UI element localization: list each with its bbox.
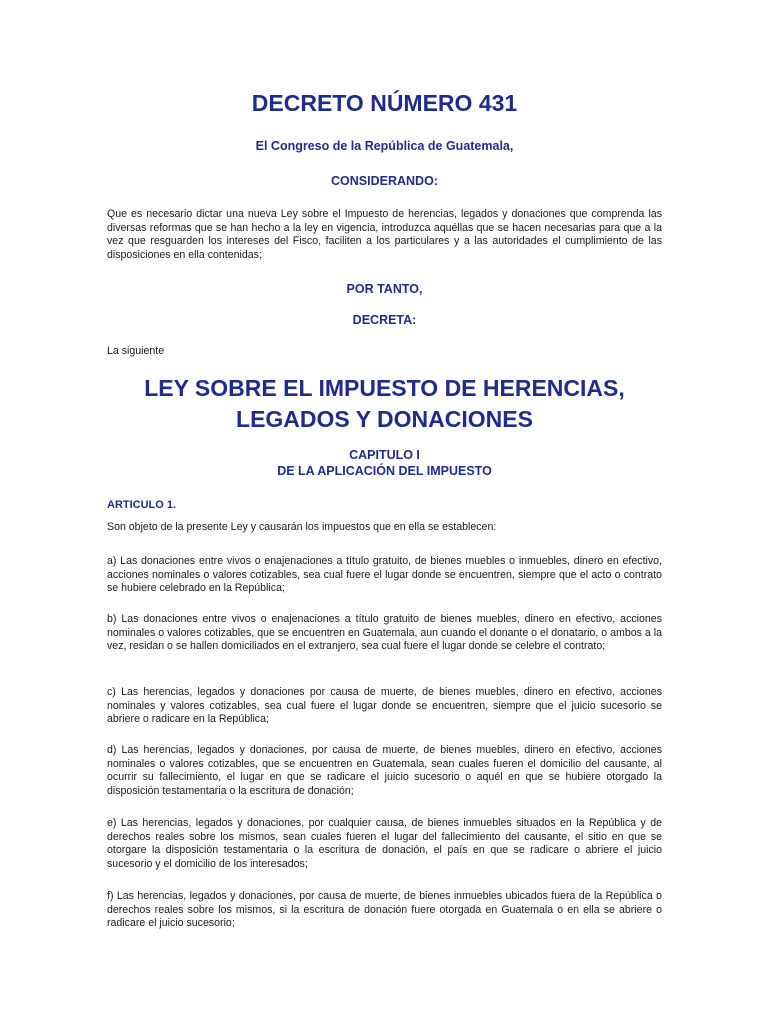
law-title <box>107 373 662 435</box>
decree-title: DECRETO NÚMERO 431 <box>251 90 518 116</box>
clause-e: e) Las herencias, legados y donaciones, por cualquier causa, de bienes inmuebles situados en la República y de derechos reales sobre los mismos, sean cuales fueren el lugar del fallecimiento del causante, el sitio en que se otorgare la disposición testamentaria o la escritura de donación, el país en que se radicare o abriere el juicio sucesorio y el domicilio de los interesados; <box>107 817 662 870</box>
issuer-line: El Congreso de la República de Guatemala, <box>255 139 514 153</box>
law-title-line-2: LEGADOS Y DONACIONES <box>236 406 533 432</box>
considerando-paragraph: Que es necesario dictar una nueva Ley sobre el Impuesto de herencias, legados y donaciones que comprenda las diversas reformas que se han hecho a la ley en vigencia, introduzca aquéllas que se hacen necesarias para que a la vez que resguarden los intereses del Fisco, faciliten a los particulares y a las autoridades el cumplimiento de las disposiciones en ella contenidas; <box>107 208 662 261</box>
chapter-heading <box>107 447 662 479</box>
chapter-title: DE LA APLICACIÓN DEL IMPUESTO <box>277 464 492 478</box>
clause-f: f) Las herencias, legados y donaciones, por causa de muerte, de bienes inmuebles ubicados fuera de la República o derechos reales sobre los mismos, si la escritura de donación fuere otorgada en Guatemala o en ella se abriere o radicare el juicio sucesorio; <box>107 890 662 929</box>
por-tanto-heading: POR TANTO, <box>346 282 423 296</box>
clause-c: c) Las herencias, legados y donaciones por causa de muerte, de bienes muebles, dinero en efectivo, acciones nominales y valores cotizables, sea cual fuere el lugar donde se encuentren, siempre que el juicio sucesorio se abriere o radicare en la República; <box>107 686 662 725</box>
decreta-heading: DECRETA: <box>352 313 417 327</box>
clause-d: d) Las herencias, legados y donaciones, por causa de muerte, de bienes muebles, dinero en efectivo, acciones nominales o valores cotizables, que se encuentren en Guatemala, sean cuales fueren el domicilio del causante, al ocurrir su fallecimiento, el lugar en que se radicare el juicio sucesorio o aquél en que se hubiere otorgado la disposición testamentaria o la escritura de donación; <box>107 744 662 797</box>
considerando-heading: CONSIDERANDO: <box>331 174 438 188</box>
article-intro: Son objeto de la presente Ley y causarán los impuestos que en ella se establecen: <box>107 521 497 533</box>
article-label: ARTICULO 1. <box>107 499 177 511</box>
chapter-number: CAPITULO I <box>349 448 420 462</box>
law-title-line-1: LEY SOBRE EL IMPUESTO DE HERENCIAS, <box>144 375 625 401</box>
la-siguiente-text: La siguiente <box>107 345 165 357</box>
clause-b: b) Las donaciones entre vivos o enajenaciones a título gratuito de bienes muebles, dinero en efectivo, acciones nominales o valores cotizables, que se encuentren en Guatemala, aun cuando el donante o el donatario, o ambos a la vez, residan o se hallen domiciliados en el extranjero, sea cual fuere el lugar donde se celebre el contrato; <box>107 613 662 652</box>
clause-a: a) Las donaciones entre vivos o enajenaciones a título gratuito, de bienes muebles o inmuebles, dinero en efectivo, acciones nominales o valores cotizables, sea cual fuere el lugar donde se encuentren, siempre que el acto o contrato se hubiere celebrado en la República; <box>107 555 662 594</box>
